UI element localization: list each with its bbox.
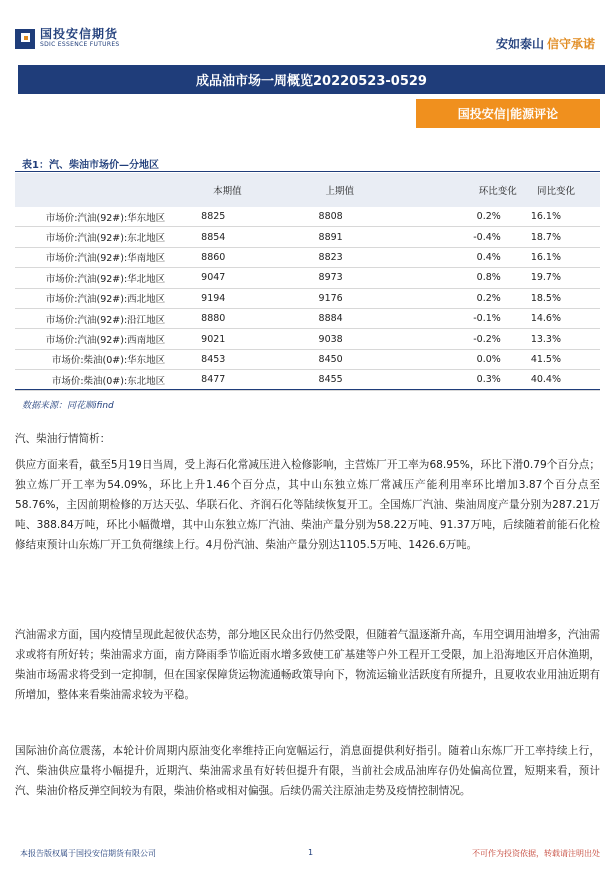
yoy-change: 41.5% bbox=[531, 349, 600, 369]
previous-value: 8891 bbox=[304, 227, 419, 247]
wow-change: 0.8% bbox=[418, 268, 530, 288]
row-label: 市场价:柴油(0#):东北地区 bbox=[15, 370, 185, 390]
wow-change: 0.2% bbox=[418, 207, 530, 227]
yoy-change: 19.7% bbox=[531, 268, 600, 288]
row-label: 市场价:柴油(0#):华东地区 bbox=[15, 349, 185, 369]
table-header-row bbox=[15, 173, 600, 207]
report-title: 成品油市场一周概览20220523-0529 bbox=[196, 74, 427, 89]
yoy-change: 18.7% bbox=[531, 227, 600, 247]
report-title-bar bbox=[18, 65, 605, 94]
previous-value: 9038 bbox=[304, 329, 419, 349]
wow-change: 0.2% bbox=[418, 288, 530, 308]
current-value: 8860 bbox=[185, 247, 303, 267]
current-value: 9194 bbox=[185, 288, 303, 308]
table-row bbox=[15, 288, 600, 308]
yoy-change: 13.3% bbox=[531, 329, 600, 349]
header-cell bbox=[15, 173, 185, 207]
wow-change: 0.4% bbox=[418, 247, 530, 267]
header-slogan bbox=[496, 35, 595, 52]
header-cell: 上期值 bbox=[304, 173, 419, 207]
company-logo bbox=[15, 28, 120, 49]
logo-name-cn: 国投安信期货 bbox=[40, 27, 119, 41]
table-row bbox=[15, 227, 600, 247]
yoy-change: 18.5% bbox=[531, 288, 600, 308]
header-cell: 同比变化 bbox=[531, 173, 600, 207]
wow-change: -0.2% bbox=[418, 329, 530, 349]
row-label: 市场价:汽油(92#):西南地区 bbox=[15, 329, 185, 349]
footer-copyright: 本报告版权属于国投安信期货有限公司 bbox=[20, 849, 156, 858]
wow-change: 0.3% bbox=[418, 370, 530, 390]
table-row bbox=[15, 370, 600, 390]
current-value: 9047 bbox=[185, 268, 303, 288]
previous-value: 8823 bbox=[304, 247, 419, 267]
header-cell: 环比变化 bbox=[418, 173, 530, 207]
paragraph-outlook: 国际油价高位震荡，本轮计价周期内原油变化率维持正向宽幅运行，消息面提供利好指引。随着山东炼厂开工率持续上行，汽、柴油供应量将小幅提升，近期汽、柴油需求虽有好转但提升有限，当前社会成品油库存仍处偏高位置，短期来看，预计汽、柴油价格反弹空间较为有限，柴油价格或相对偏强。后续仍需关注原油走势及疫情控制情况。 bbox=[15, 745, 600, 797]
report-category-label: 国投安信|能源评论 bbox=[457, 107, 559, 121]
table-row bbox=[15, 349, 600, 369]
footer-disclaimer: 不可作为投资依据，转载请注明出处 bbox=[472, 849, 600, 858]
yoy-change: 16.1% bbox=[531, 247, 600, 267]
report-category-tag bbox=[416, 99, 600, 128]
table-row bbox=[15, 247, 600, 267]
wow-change: 0.0% bbox=[418, 349, 530, 369]
price-table bbox=[15, 173, 600, 391]
yoy-change: 40.4% bbox=[531, 370, 600, 390]
logo-mark-icon bbox=[15, 29, 35, 49]
table-top-rule bbox=[15, 171, 600, 172]
current-value: 8477 bbox=[185, 370, 303, 390]
current-value: 9021 bbox=[185, 329, 303, 349]
previous-value: 8973 bbox=[304, 268, 419, 288]
current-value: 8453 bbox=[185, 349, 303, 369]
yoy-change: 16.1% bbox=[531, 207, 600, 227]
logo-name-en: SDIC ESSENCE FUTURES bbox=[40, 41, 120, 48]
previous-value: 8455 bbox=[304, 370, 419, 390]
previous-value: 8450 bbox=[304, 349, 419, 369]
row-label: 市场价:汽油(92#):沿江地区 bbox=[15, 308, 185, 328]
slogan-part-1: 安如泰山 bbox=[495, 37, 544, 51]
current-value: 8854 bbox=[185, 227, 303, 247]
previous-value: 9176 bbox=[304, 288, 419, 308]
current-value: 8880 bbox=[185, 308, 303, 328]
previous-value: 8808 bbox=[304, 207, 419, 227]
row-label: 市场价:汽油(92#):西北地区 bbox=[15, 288, 185, 308]
table-row bbox=[15, 329, 600, 349]
current-value: 8825 bbox=[185, 207, 303, 227]
table-caption: 表1：汽、柴油市场价—分地区 bbox=[22, 160, 159, 171]
data-source-note: 数据来源：同花顺ifind bbox=[22, 401, 114, 411]
table-row bbox=[15, 207, 600, 227]
table-row bbox=[15, 308, 600, 328]
table-row bbox=[15, 268, 600, 288]
section-heading: 汽、柴油行情简析： bbox=[15, 433, 111, 445]
paragraph-supply: 供应方面来看，截至5月19日当周，受上海石化常减压进入检修影响，主营炼厂开工率为68.95%，环比下滑0.79个百分点；独立炼厂开工率为54.09%，环比上升1.46个百分点，其中山东独立炼厂常减压产能利用率环比增加3.87个百分点至58.76%，主因前期检修的万达天弘、华联石化、齐润石化等陆续恢复开工。全国炼厂汽油、柴油周度产量分别为287.21万吨、388.84万吨，环比小幅微增，其中山东独立炼厂汽油、柴油产量分别为58.22万吨、91.37万吨，后续随着前能石化检修结束预计山东炼厂开工负荷继续上行。4月份汽油、柴油产量分别达1105.5万吨、1426.6万吨。 bbox=[15, 459, 600, 551]
slogan-part-2: 信守承诺 bbox=[546, 37, 595, 51]
wow-change: -0.1% bbox=[418, 308, 530, 328]
footer-page-number: 1 bbox=[308, 848, 314, 857]
paragraph-demand: 汽油需求方面，国内疫情呈现此起彼伏态势，部分地区民众出行仍然受限，但随着气温逐渐升高，车用空调用油增多，汽油需求或将有所好转；柴油需求方面，南方降雨季节临近雨水增多致使工矿基建等户外工程开工受限，加上沿海地区开启休渔期，柴油市场需求将受到一定抑制，但在国家保障货运物流通畅政策导向下，物流运输业活跃度有所提升，且夏收农业用油近期有所增加，整体来看柴油需求较为平稳。 bbox=[15, 629, 600, 701]
previous-value: 8884 bbox=[304, 308, 419, 328]
wow-change: -0.4% bbox=[418, 227, 530, 247]
row-label: 市场价:汽油(92#):华南地区 bbox=[15, 247, 185, 267]
table-bottom-rule bbox=[15, 389, 600, 390]
header-cell: 本期值 bbox=[185, 173, 303, 207]
yoy-change: 14.6% bbox=[531, 308, 600, 328]
row-label: 市场价:汽油(92#):华东地区 bbox=[15, 207, 185, 227]
row-label: 市场价:汽油(92#):华北地区 bbox=[15, 268, 185, 288]
row-label: 市场价:汽油(92#):东北地区 bbox=[15, 227, 185, 247]
